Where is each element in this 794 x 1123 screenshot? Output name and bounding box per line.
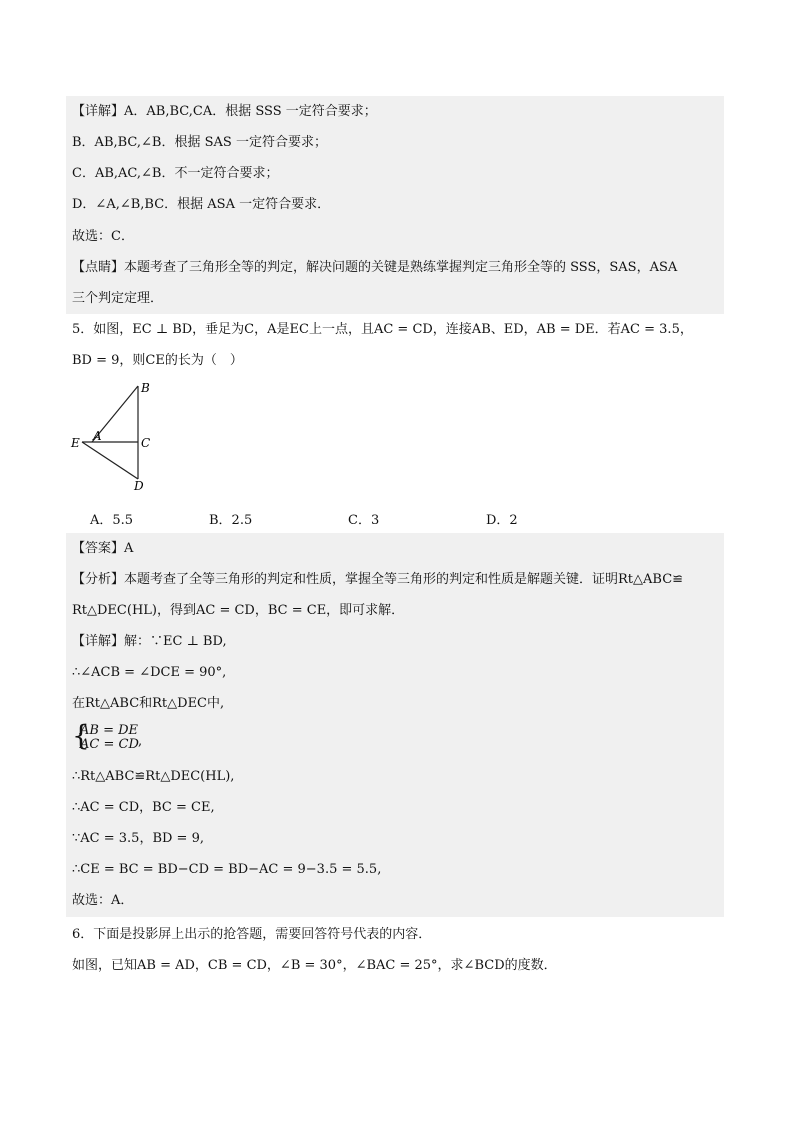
label-d: D — [134, 479, 144, 492]
choice-b: B．2.5 — [209, 513, 253, 528]
solution-block-5-background — [66, 533, 724, 917]
label-c: C — [141, 436, 151, 450]
equation-ab-de: AB = DE — [80, 723, 139, 738]
brace-symbol: { — [72, 719, 90, 752]
label-b: B — [141, 381, 150, 395]
question-5-line-2: BD = 9，则CE的长为（ ） — [72, 353, 243, 368]
detail-step-5: ∴Rt△ABC≌Rt△DEC(HL), — [72, 769, 235, 784]
detail-step-9: 故选：A． — [72, 893, 134, 908]
comment-line-1: 【点睛】本题考查了三角形全等的判定，解决问题的关键是熟练掌握判定三角形全等的 SSS，SAS，ASA — [72, 260, 678, 275]
analysis-line-2: Rt△DEC(HL)，得到AC = CD，BC = CE，即可求解． — [72, 603, 405, 618]
detail-step-8: ∴CE = BC = BD−CD = BD−AC = 9−3.5 = 5.5, — [72, 862, 382, 877]
question-6-line-1: 6．下面是投影屏上出示的抢答题，需要回答符号代表的内容． — [72, 927, 432, 942]
triangle-figure — [66, 380, 166, 492]
system-comma: , — [138, 734, 143, 749]
question-6-line-2: 如图，已知AB = AD，CB = CD，∠B = 30°，∠BAC = 25°，求∠BCD的度数． — [72, 958, 557, 973]
detail-step-7: ∵AC = 3.5，BD = 9, — [72, 831, 204, 846]
detail-step-1: 【详解】解：∵EC ⊥ BD, — [72, 634, 227, 649]
detail-step-2: ∴∠ACB = ∠DCE = 90°, — [72, 665, 227, 680]
choice-c: C．3 — [348, 513, 380, 528]
choice-d: D．2 — [486, 513, 518, 528]
equation-ac-cd: AC = CD — [80, 737, 139, 752]
detail-line-a: 【详解】A．AB,BC,CA．根据 SSS 一定符合要求； — [72, 104, 377, 119]
label-a: A — [93, 429, 102, 443]
segment-ed — [82, 442, 138, 479]
detail-line-c: C．AB,AC,∠B．不一定符合要求； — [72, 166, 279, 181]
question-5-line-1: 5．如图，EC ⊥ BD，垂足为C，A是EC上一点，且AC = CD，连接AB、ED，AB = DE．若AC = 3.5， — [72, 322, 693, 337]
analysis-line-1: 【分析】本题考查了全等三角形的判定和性质，掌握全等三角形的判定和性质是解题关键．证明Rt△ABC≌ — [72, 572, 684, 587]
comment-line-2: 三个判定定理． — [72, 291, 164, 306]
detail-line-b: B．AB,BC,∠B．根据 SAS 一定符合要求； — [72, 135, 327, 150]
answer-line: 【答案】A — [72, 541, 134, 556]
label-e: E — [71, 436, 80, 450]
detail-line-d: D．∠A,∠B,BC．根据 ASA 一定符合要求． — [72, 197, 331, 212]
detail-step-3: 在Rt△ABC和Rt△DEC中, — [72, 696, 225, 711]
choice-statement: 故选：C． — [72, 229, 134, 244]
detail-step-6: ∴AC = CD，BC = CE, — [72, 800, 215, 815]
choice-a: A．5.5 — [90, 513, 134, 528]
